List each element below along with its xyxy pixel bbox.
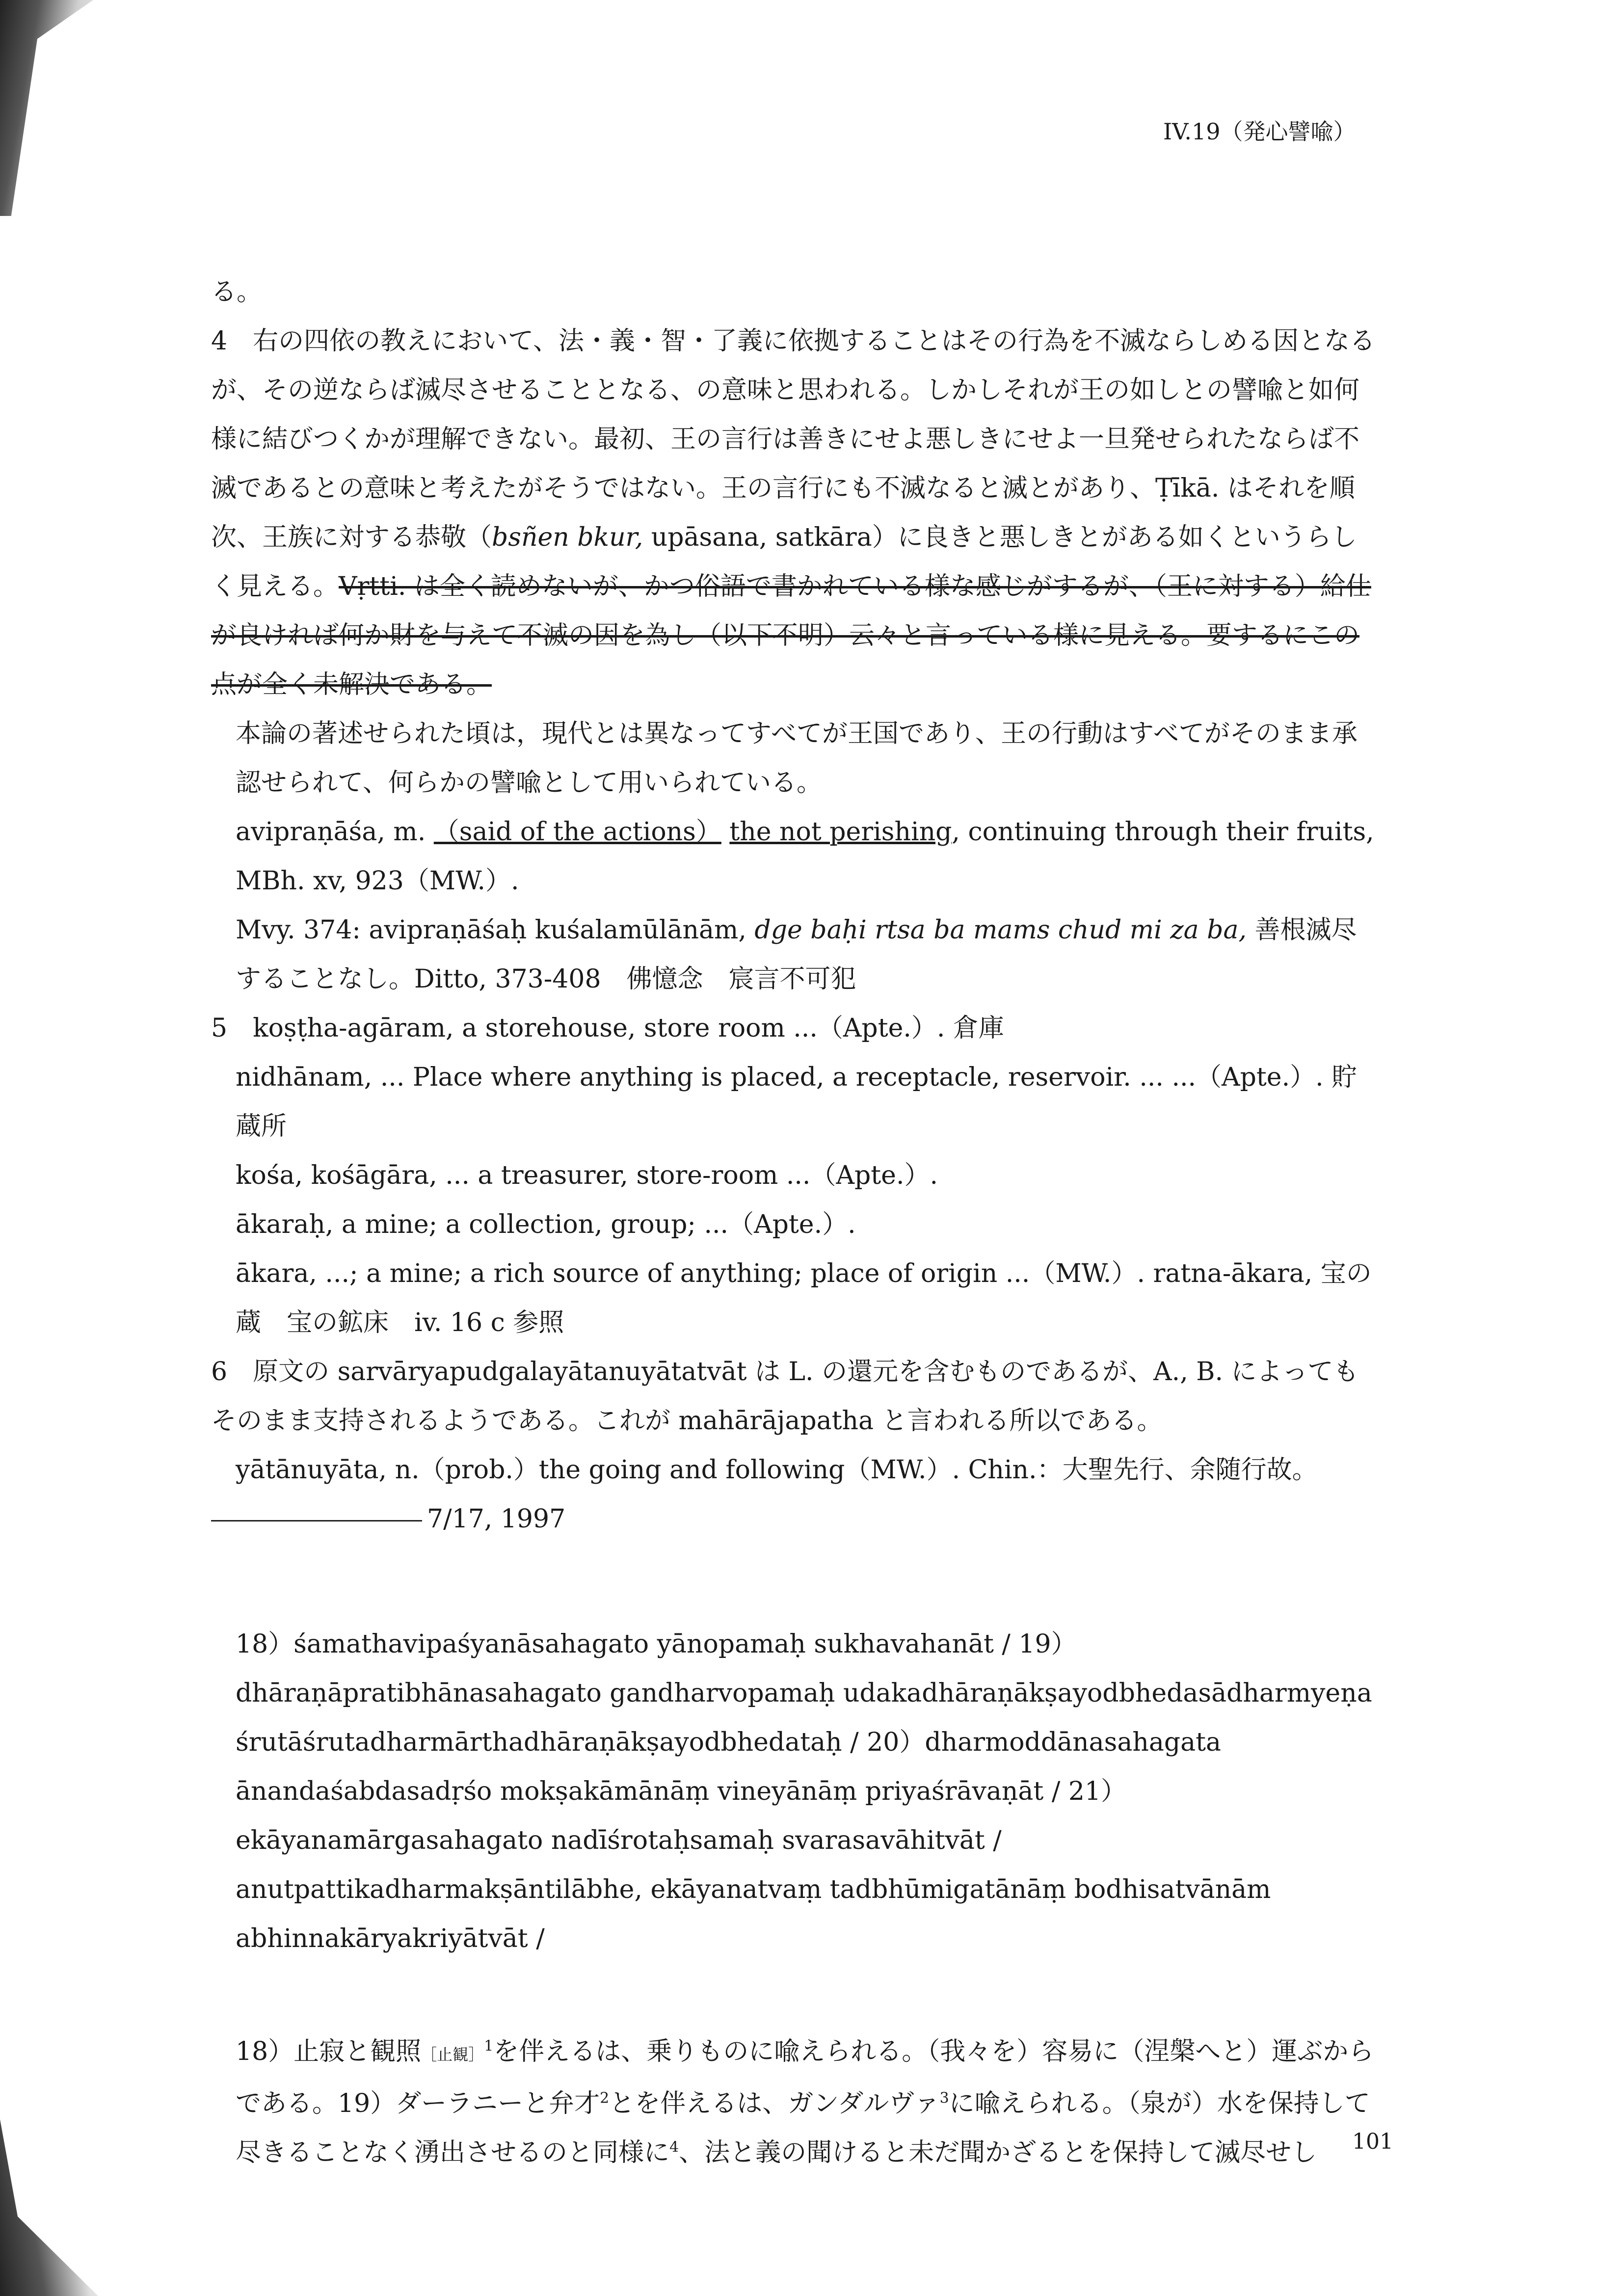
date-text: 7/17, 1997 [427, 1504, 566, 1534]
note-6: 6 原文の sarvāryapudgalayātanuyātatvāt は L. の還元を含むものであるが、A., B. によってもそのまま支持されるようである。これが mahārājapatha と言われる所以である。 [211, 1357, 1359, 1436]
note-5-kosa: kośa, kośāgāra, ... a treasurer, store-room ...（Apte.）. [236, 1161, 938, 1190]
tr-text-3: とを伴えるは、ガンダルヴァ [609, 2089, 940, 2118]
scan-shadow-top [0, 0, 93, 216]
mvy-tibetan: dge baḥi rtsa ba mams chud mi za ba, [754, 915, 1247, 945]
scan-shadow-bottom [0, 2119, 98, 2296]
entry-headword: avipraṇāśa, m. [236, 817, 434, 847]
note-4 [211, 317, 1382, 709]
tr-text-4: に喩えられる。（泉が）水を保持して尽きることなく湧出させるのと同様に [236, 2089, 1370, 2167]
note-4-entry-mvy [211, 906, 1382, 1004]
page-body [211, 267, 1382, 2177]
note-continuation: る。 [211, 277, 263, 307]
tr-text-2: を伴えるは、乗りものに喩えられる。（我々を）容易に（涅槃へと）運ぶからである。19）ダーラニーと弁才 [236, 2037, 1374, 2118]
footnote-ref-1: 1 [484, 2037, 494, 2055]
entry-underlined-1: （said of the actions） [433, 817, 721, 847]
page-number: 101 [1352, 2129, 1393, 2154]
japanese-translation [211, 2027, 1382, 2177]
note-6-yatanuyata: yātānuyāta, n.（prob.）the going and following（MW.）. Chin.：大聖先行、余随行故。 [236, 1455, 1318, 1485]
note-5-akarah: ākaraḥ, a mine; a collection, group; ...（Apte.）. [236, 1210, 856, 1239]
footnote-ref-2: 2 [600, 2089, 610, 2107]
tr-text-1: 18）止寂と観照 [236, 2037, 422, 2066]
note-4-text-2: upāsana, satkāra）に良きと悪しきとがある如くというらしく見える。 [211, 523, 1357, 601]
mvy-text-2: 善根滅尽することなし。Ditto, 373-408 佛憶念 宸言不可犯 [236, 915, 1357, 994]
entry-underlined-2: the not perishing [729, 817, 952, 847]
tr-gloss: ［止観］ [421, 2045, 484, 2064]
sanskrit-text: 18）śamathavipaśyanāsahagato yānopamaḥ sukhavahanāt / 19）dhāraṇāpratibhānasahagato gandharvopamaḥ udakadhāraṇākṣayodbhedasādharmyeṇa śrutāśrutadharmārthadhāraṇākṣayodbhedataḥ / 20）dharmoddānasahagata ānandaśabdasadṛśo mokṣakāmānāṃ vineyānāṃ priyaśrāvaṇāt / 21）ekāyanamārgasahagato nadīśrotaḥsamaḥ svarasavāhitvāt / anutpattikadharmakṣāntilābhe, ekāyanatvaṃ tadbhūmigatānāṃ bodhisatvānām abhinnakāryakriyātvāt / [236, 1629, 1372, 1953]
tr-text-5: 、法と義の聞けると未だ聞かざるとを保持して滅尽せし [679, 2138, 1317, 2167]
note-date [211, 1495, 1382, 1544]
note-5: 5 koṣṭha-agāram, a storehouse, store room ...（Apte.）. 倉庫 [211, 1014, 1004, 1043]
note-4-text: 4 右の四依の教えにおいて、法・義・智・了義に依拠することはその行為を不滅ならしめる因となるが、その逆ならば滅尽させることとなる、の意味と思われる。しかしそれが王の如しとの譬喩と如何様に結びつくかが理解できない。最初、王の言行は善きにせよ悪しきにせよ一旦発せられたならば不滅であるとの意味と考えたがそうではない。王の言行にも不滅なると滅とがあり、Ṭīkā. はそれを順次、王族に対する恭敬（ [211, 326, 1376, 552]
note-5-nidhanam: nidhānam, ... Place where anything is placed, a receptacle, reservoir. ... ...（Apte.）. 貯蔵所 [236, 1063, 1358, 1141]
note-4-paragraph-2: 本論の著述せられた頃は，現代とは異なってすべてが王国であり、王の行動はすべてがそのまま承認せられて、何らかの譬喩として用いられている。 [236, 719, 1358, 798]
entry-space [721, 817, 730, 847]
date-rule [211, 1520, 422, 1522]
note-4-entry-avipranasa [211, 807, 1382, 906]
footnote-ref-3: 3 [939, 2089, 949, 2107]
note-5-akara: ākara, ...; a mine; a rich source of anything; place of origin ...（MW.）. ratna-ākara, 宝の蔵 宝の鉱床 iv. 16 c 参照 [236, 1259, 1372, 1337]
mvy-text: Mvy. 374: avipraṇāśaḥ kuśalamūlānām, [236, 915, 755, 945]
running-head: IV.19（発心譬喩） [1163, 118, 1356, 145]
note-4-tibetan: bsñen bkur, [492, 523, 643, 552]
note-4-struck-text: Vṛtti. は全く読めないが、かつ俗語で書かれている様な感じがするが、（王に対する）給仕が良ければ何か財を与えて不滅の因を為し（以下不明）云々と言っている様に見える。要するにこの点が全く未解決である。 [211, 572, 1371, 699]
footnote-ref-4: 4 [669, 2138, 679, 2156]
entry-rest: , continuing through their fruits, MBh. xv, 923（MW.）. [236, 817, 1374, 896]
